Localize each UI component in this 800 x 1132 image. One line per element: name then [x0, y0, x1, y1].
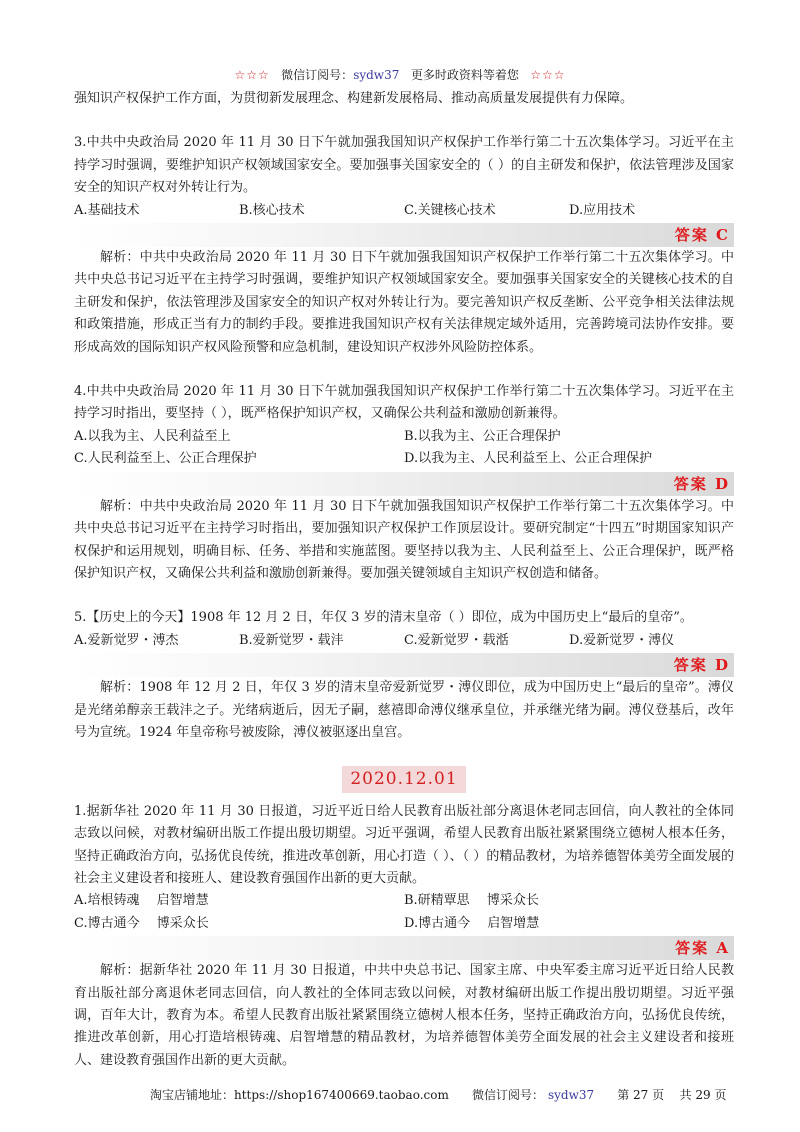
- header-tail: 更多时政资料等着您: [410, 68, 519, 82]
- option-d: D.爱新觉罗・溥仪: [569, 632, 675, 648]
- option-a: A.基础技术: [74, 202, 140, 218]
- header-stars-left: ☆☆☆: [234, 68, 270, 82]
- answer-label: 答案 C: [674, 226, 730, 245]
- answer-bar: [74, 223, 734, 247]
- option-list: [74, 426, 734, 471]
- analysis-text: 解析：据新华社 2020 年 11 月 30 日报道，中共中央总书记、国家主席、中央军委主席习近平近日给人民教育出版社部分离退休老同志回信，向人教社的全体同志致以问候，对教材编研出版工作提出殷切期望。习近平强调，百年大计，教育为本。希望人民教育出版社紧紧围绕立德树人根本任务，坚持正确政治方向，弘扬优良传统，推进改革创新，用心打造培根铸魂、启智增慧的精品教材，为培养德智体美劳全面发展的社会主义建设者和接班人、建设教育强国作出新的更大贡献。: [74, 963, 734, 1068]
- option-b: B.爱新觉罗・载沣: [239, 632, 344, 648]
- question-stem: 4.中共中央政治局 2020 年 11 月 30 日下午就加强我国知识产权保护工作举行第二十五次集体学习。习近平在主持学习时指出，要坚持（ ），既严格保护知识产权，又确保公共利益和激励创新兼得。: [74, 384, 734, 422]
- header-code: sydw37: [353, 68, 400, 82]
- intro-line: 强知识产权保护工作方面，为贯彻新发展理念、构建新发展格局、推动高质量发展提供有力保障。: [74, 91, 634, 106]
- question-5: [74, 607, 734, 744]
- page-footer: [150, 1086, 730, 1103]
- option-b: B.以我为主、公正合理保护: [404, 428, 561, 444]
- main-content: [74, 88, 734, 1072]
- option-a: A.以我为主、人民利益至上: [74, 428, 231, 444]
- option-c: C.关键核心技术: [404, 202, 496, 218]
- answer-label: 答案 A: [675, 939, 730, 958]
- page-header: [0, 66, 800, 83]
- option-d: D.博古通今 启智增慧: [404, 915, 540, 931]
- option-b: B.核心技术: [239, 202, 305, 218]
- footer-shop-address: 淘宝店铺地址：https://shop167400669.taobao.com: [150, 1088, 449, 1102]
- analysis-text: 解析：1908 年 12 月 2 日，年仅 3 岁的清末皇帝爱新觉罗・溥仪即位，成为中国历史上“最后的皇帝”。溥仪是光绪弟醇亲王载沣之子。光绪病逝后，因无子嗣，慈禧即命溥仪继承皇位，并承继光绪为嗣。溥仪登基后，改年号为宣统。1924 年皇帝称号被废除，溥仪被驱逐出皇宫。: [74, 680, 734, 740]
- question-1: [74, 801, 734, 1072]
- header-label: 微信订阅号：: [281, 68, 354, 82]
- option-a: A.培根铸魂 启智增慧: [74, 893, 209, 909]
- option-list: [74, 630, 734, 652]
- footer-total-pages: 共 29 页: [679, 1088, 727, 1102]
- question-3: [74, 132, 734, 359]
- question-stem: 5.【历史上的今天】1908 年 12 月 2 日，年仅 3 岁的清末皇帝（ ）即位，成为中国历史上“最后的皇帝”。: [74, 610, 693, 626]
- question-stem: 1.据新华社 2020 年 11 月 30 日报道，习近平近日给人民教育出版社部分离退休老同志回信，向人教社的全体同志致以问候，对教材编研出版工作提出殷切期望。习近平强调，希望人民教育出版社紧紧围绕立德树人根本任务，坚持正确政治方向，弘扬优良传统，推进改革创新，用心打造（ ）、（ ）的精品教材，为培养德智体美劳全面发展的社会主义建设者和接班人、建设教育强国作出新的更大贡献。: [74, 803, 734, 886]
- analysis-text: 解析：中共中央政治局 2020 年 11 月 30 日下午就加强我国知识产权保护工作举行第二十五次集体学习。中共中央总书记习近平在主持学习时强调，要维护知识产权领域国家安全。要加强事关国家安全的关键核心技术的自主研发和保护，依法管理涉及国家安全的知识产权对外转让行为。要完善知识产权反垄断、公平竞争相关法律法规和政策措施，形成正当有力的制约手段。要推进我国知识产权有关法律规定域外适用，完善跨境司法协作安排。要形成高效的国际知识产权风险预警和应急机制，建设知识产权涉外风险防控体系。: [74, 250, 734, 355]
- option-c: C.博古通今 博采众长: [74, 915, 209, 931]
- option-list: [74, 890, 734, 935]
- question-stem: 3.中共中央政治局 2020 年 11 月 30 日下午就加强我国知识产权保护工作举行第二十五次集体学习。习近平在主持学习时强调，要维护知识产权领域国家安全。要加强事关国家安全的（ ）的自主研发和保护，依法管理涉及国家安全的知识产权对外转让行为。: [74, 135, 734, 196]
- analysis-text: 解析：中共中央政治局 2020 年 11 月 30 日下午就加强我国知识产权保护工作举行第二十五次集体学习。中共中央总书记习近平在主持学习时指出，要加强知识产权保护工作顶层设计。要研究制定“十四五”时期国家知识产权保护和运用规划，明确目标、任务、举措和实施蓝图。要坚持以我为主、人民利益至上、公正合理保护，既严格保护知识产权，又确保公共利益和激励创新兼得。要加强关键领域自主知识产权创造和储备。: [74, 498, 734, 581]
- option-d: D.以我为主、人民利益至上、公正合理保护: [404, 451, 653, 467]
- option-d: D.应用技术: [569, 202, 636, 218]
- option-c: C.爱新觉罗・载湉: [404, 632, 509, 648]
- question-4: [74, 381, 734, 585]
- footer-page-number: 第 27 页: [617, 1088, 665, 1102]
- footer-label: 微信订阅号：: [471, 1088, 544, 1102]
- option-a: A.爱新觉罗・溥杰: [74, 632, 179, 648]
- option-c: C.人民利益至上、公正合理保护: [74, 451, 257, 467]
- answer-bar: [74, 653, 734, 677]
- answer-label: 答案 D: [673, 656, 730, 675]
- answer-bar: [74, 936, 734, 960]
- answer-bar: [74, 472, 734, 496]
- option-list: [74, 200, 734, 222]
- answer-label: 答案 D: [673, 474, 730, 493]
- date-heading: 2020.12.01: [342, 766, 465, 792]
- date-section: [74, 766, 734, 792]
- header-stars-right: ☆☆☆: [530, 68, 566, 82]
- option-b: B.研精覃思 博采众长: [404, 893, 539, 909]
- footer-code: sydw37: [547, 1088, 595, 1102]
